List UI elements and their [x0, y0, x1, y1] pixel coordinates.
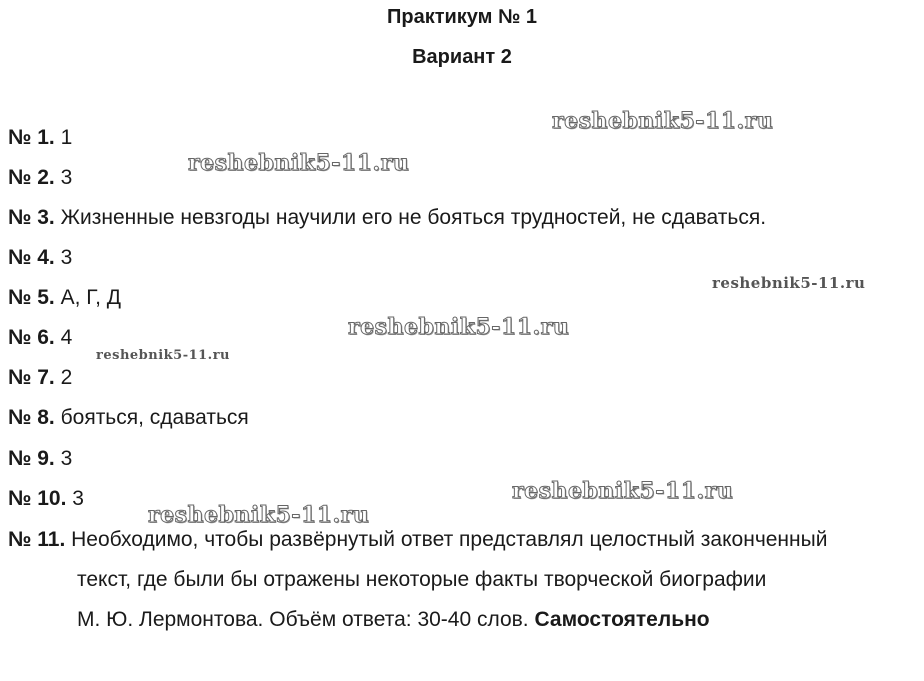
answer-text: 2 [60, 366, 73, 389]
answer-number: № 8. [8, 406, 55, 429]
watermark: reshebnik5-11.ru [552, 108, 774, 134]
answer-number: № 5. [8, 286, 55, 309]
answer-number: № 3. [8, 206, 55, 229]
answer-item [8, 206, 766, 230]
answer-item [8, 487, 84, 511]
watermark: reshebnik5-11.ru [188, 150, 410, 176]
answer-text: 3 [60, 246, 73, 269]
answer-item [8, 166, 72, 190]
answer-text: 3 [60, 166, 73, 189]
answer-item [8, 447, 72, 471]
answer-number: № 7. [8, 366, 55, 389]
answer-number: № 2. [8, 166, 55, 189]
answer-item [8, 246, 72, 270]
watermark: reshebnik5-11.ru [512, 478, 734, 504]
watermark: reshebnik5-11.ru [712, 274, 866, 292]
answer-number: № 6. [8, 326, 55, 349]
answer-text-continued [77, 608, 710, 632]
answer-text: Жизненные невзгоды научили его не бояться трудностей, не сдаваться. [60, 206, 767, 229]
answer-text: бояться, сдаваться [60, 406, 249, 429]
answer-item [8, 326, 72, 350]
watermark: reshebnik5-11.ru [148, 502, 370, 528]
answer-number: № 4. [8, 246, 55, 269]
answer-item [8, 366, 72, 390]
answer-number: № 11. [8, 528, 66, 551]
variant-subtitle: Вариант 2 [412, 46, 512, 68]
answer-emphasis: Самостоятельно [534, 608, 710, 631]
answer-text: 3 [60, 447, 73, 470]
answer-item [8, 406, 249, 430]
answer-item [8, 286, 121, 310]
answer-number: № 9. [8, 447, 55, 470]
watermark: reshebnik5-11.ru [96, 348, 231, 363]
answer-number: № 10. [8, 487, 67, 510]
answer-text: 3 [72, 487, 84, 510]
answer-number: № 1. [8, 126, 55, 149]
watermark: reshebnik5-11.ru [348, 314, 570, 340]
answer-text: М. Ю. Лермонтова. Объём ответа: 30-40 слов. [77, 608, 529, 631]
answer-text: 1 [60, 126, 73, 149]
answer-item [8, 126, 72, 150]
answer-text: А, Г, Д [60, 286, 121, 309]
answer-text: 4 [60, 326, 73, 349]
answer-item [8, 528, 827, 552]
answer-text: Необходимо, чтобы развёрнутый ответ представлял целостный законченный [71, 528, 828, 551]
page-title: Практикум № 1 [386, 6, 537, 28]
answer-text-continued: текст, где были бы отражены некоторые факты творческой биографии [77, 568, 767, 591]
